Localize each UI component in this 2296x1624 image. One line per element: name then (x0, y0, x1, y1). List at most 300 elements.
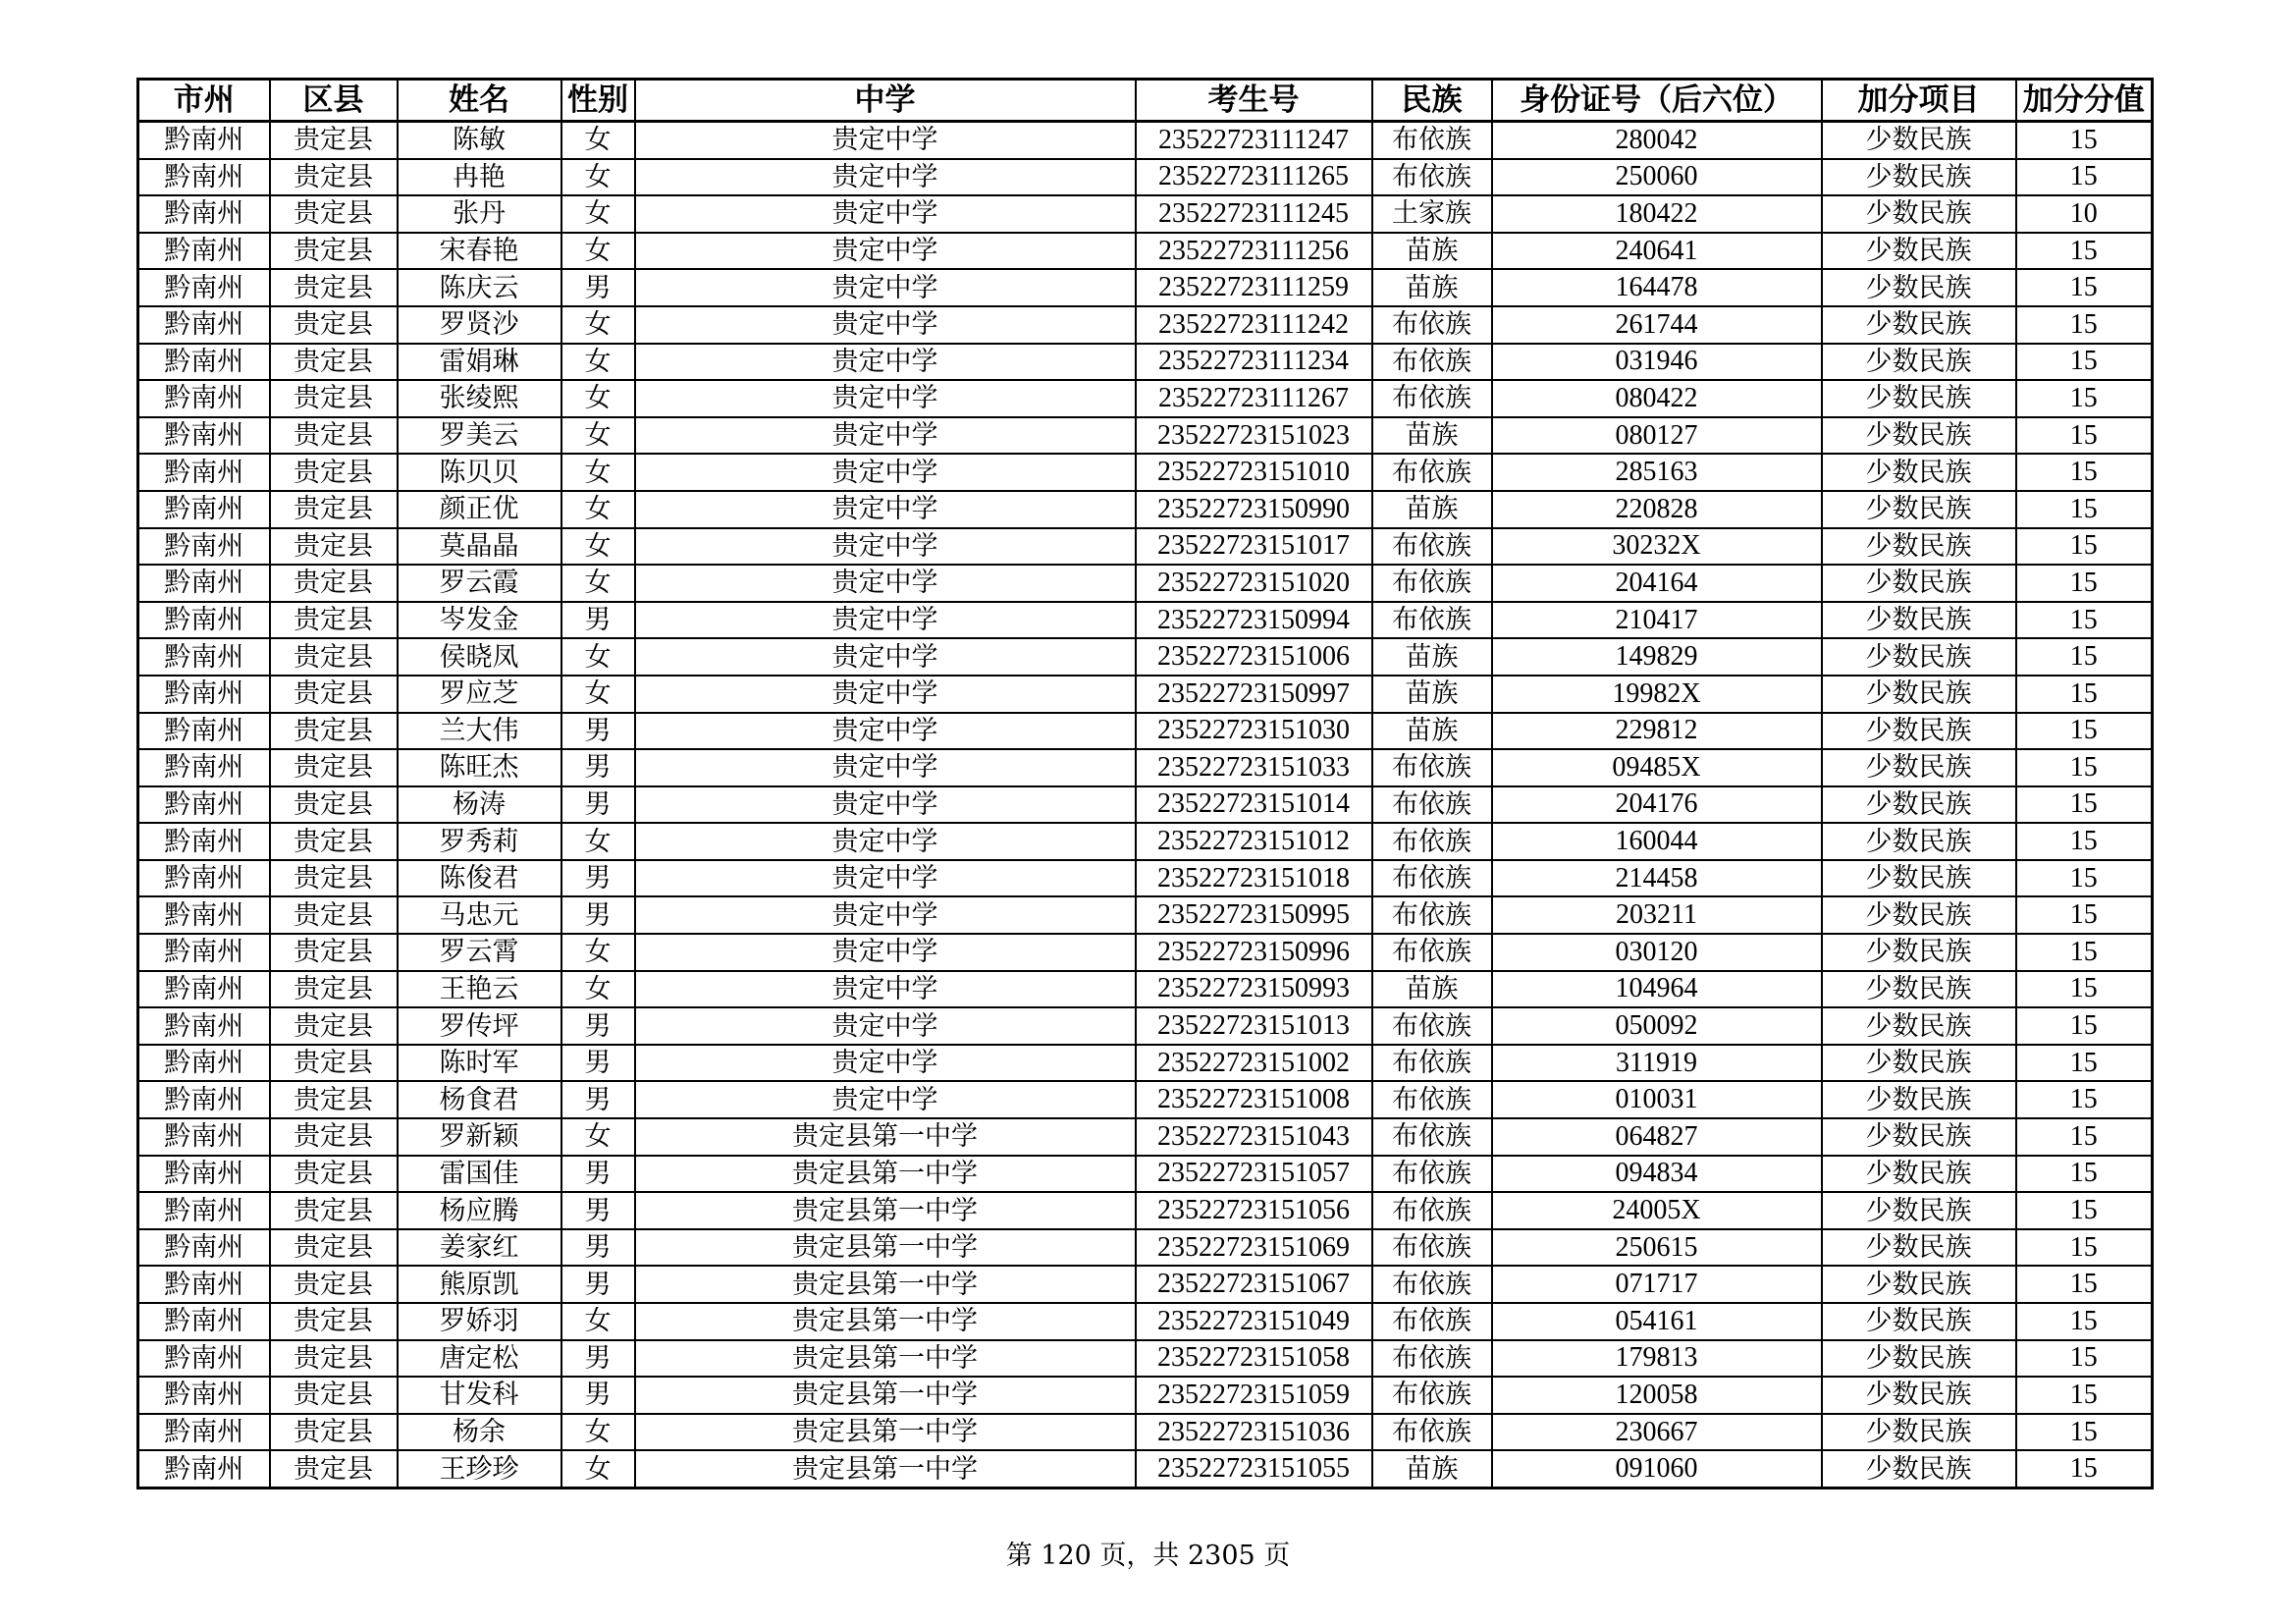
city-cell: 黔南州 (138, 1340, 270, 1378)
bonus-item-cell: 少数民族 (1822, 233, 2016, 270)
city-cell: 黔南州 (138, 1303, 270, 1340)
county-cell: 贵定县 (270, 528, 398, 566)
exam-number-cell: 23522723111242 (1136, 306, 1372, 344)
table-row (138, 638, 2153, 676)
table-row (138, 713, 2153, 750)
table-row (138, 1156, 2153, 1193)
bonus-item-cell: 少数民族 (1822, 344, 2016, 381)
ethnicity-cell: 布依族 (1372, 1414, 1492, 1451)
city-cell: 黔南州 (138, 1414, 270, 1451)
exam-number-cell: 23522723151043 (1136, 1118, 1372, 1156)
bonus-item-cell: 少数民族 (1822, 1414, 2016, 1451)
name-cell: 陈俊君 (398, 860, 561, 897)
city-cell: 黔南州 (138, 454, 270, 491)
gender-cell: 女 (561, 454, 635, 491)
county-cell: 贵定县 (270, 1229, 398, 1267)
ethnicity-cell: 苗族 (1372, 491, 1492, 528)
school-cell: 贵定中学 (635, 159, 1136, 196)
table-row (138, 1414, 2153, 1451)
bonus-value-cell: 15 (2016, 602, 2153, 639)
county-cell: 贵定县 (270, 713, 398, 750)
ethnicity-cell: 布依族 (1372, 454, 1492, 491)
bonus-value-cell: 15 (2016, 233, 2153, 270)
city-cell: 黔南州 (138, 122, 270, 159)
bonus-item-cell: 少数民族 (1822, 1377, 2016, 1414)
city-column-header: 市州 (138, 80, 270, 122)
county-cell: 贵定县 (270, 1450, 398, 1488)
id-suffix-cell: 120058 (1492, 1377, 1822, 1414)
id-suffix-cell: 010031 (1492, 1081, 1822, 1118)
city-cell: 黔南州 (138, 786, 270, 824)
id-suffix-cell: 064827 (1492, 1118, 1822, 1156)
gender-cell: 男 (561, 1081, 635, 1118)
county-cell: 贵定县 (270, 638, 398, 676)
ethnicity-cell: 苗族 (1372, 1450, 1492, 1488)
school-cell: 贵定中学 (635, 1045, 1136, 1082)
school-cell: 贵定中学 (635, 602, 1136, 639)
bonus-value-cell: 15 (2016, 1377, 2153, 1414)
school-cell: 贵定中学 (635, 786, 1136, 824)
gender-cell: 女 (561, 1118, 635, 1156)
table-row (138, 676, 2153, 713)
ethnicity-cell: 布依族 (1372, 1303, 1492, 1340)
county-cell: 贵定县 (270, 896, 398, 934)
id-suffix-cell: 250615 (1492, 1229, 1822, 1267)
ethnicity-cell: 布依族 (1372, 1007, 1492, 1045)
school-cell: 贵定中学 (635, 676, 1136, 713)
county-cell: 贵定县 (270, 269, 398, 306)
ethnicity-cell: 布依族 (1372, 122, 1492, 159)
city-cell: 黔南州 (138, 823, 270, 860)
county-cell: 贵定县 (270, 417, 398, 455)
bonus-item-cell: 少数民族 (1822, 1266, 2016, 1303)
city-cell: 黔南州 (138, 896, 270, 934)
bonus-value-cell: 15 (2016, 1045, 2153, 1082)
city-cell: 黔南州 (138, 491, 270, 528)
bonus-value-cell: 15 (2016, 1266, 2153, 1303)
name-cell: 熊原凯 (398, 1266, 561, 1303)
id-suffix-cell: 179813 (1492, 1340, 1822, 1378)
table-row (138, 1377, 2153, 1414)
city-cell: 黔南州 (138, 306, 270, 344)
bonus-item-cell: 少数民族 (1822, 195, 2016, 233)
bonus-item-cell: 少数民族 (1822, 1450, 2016, 1488)
table-row (138, 1045, 2153, 1082)
gender-cell: 男 (561, 1266, 635, 1303)
exam-number-cell: 23522723151008 (1136, 1081, 1372, 1118)
exam-number-cell: 23522723151036 (1136, 1414, 1372, 1451)
gender-cell: 男 (561, 602, 635, 639)
id-suffix-cell: 050092 (1492, 1007, 1822, 1045)
ethnicity-cell: 布依族 (1372, 1340, 1492, 1378)
bonus-value-cell: 15 (2016, 159, 2153, 196)
county-column-header: 区县 (270, 80, 398, 122)
bonus-value-cell: 15 (2016, 1229, 2153, 1267)
gender-cell: 男 (561, 1007, 635, 1045)
city-cell: 黔南州 (138, 749, 270, 786)
exam-number-cell: 23522723151058 (1136, 1340, 1372, 1378)
ethnicity-cell: 苗族 (1372, 676, 1492, 713)
school-cell: 贵定县第一中学 (635, 1266, 1136, 1303)
school-cell: 贵定县第一中学 (635, 1156, 1136, 1193)
ethnicity-cell: 布依族 (1372, 1118, 1492, 1156)
county-cell: 贵定县 (270, 749, 398, 786)
name-cell: 冉艳 (398, 159, 561, 196)
county-cell: 贵定县 (270, 380, 398, 417)
school-cell: 贵定中学 (635, 233, 1136, 270)
gender-cell: 男 (561, 1377, 635, 1414)
name-cell: 罗应芝 (398, 676, 561, 713)
city-cell: 黔南州 (138, 417, 270, 455)
city-cell: 黔南州 (138, 233, 270, 270)
school-cell: 贵定县第一中学 (635, 1414, 1136, 1451)
header-row (138, 80, 2153, 122)
bonus-value-cell: 15 (2016, 749, 2153, 786)
school-column-header: 中学 (635, 80, 1136, 122)
city-cell: 黔南州 (138, 159, 270, 196)
ethnicity-cell: 苗族 (1372, 417, 1492, 455)
city-cell: 黔南州 (138, 1229, 270, 1267)
table-row (138, 159, 2153, 196)
bonus-value-cell: 15 (2016, 676, 2153, 713)
table-row (138, 602, 2153, 639)
bonus-value-cell: 15 (2016, 491, 2153, 528)
school-cell: 贵定中学 (635, 269, 1136, 306)
city-cell: 黔南州 (138, 1045, 270, 1082)
school-cell: 贵定中学 (635, 528, 1136, 566)
school-cell: 贵定县第一中学 (635, 1229, 1136, 1267)
name-cell: 王珍珍 (398, 1450, 561, 1488)
ethnicity-cell: 布依族 (1372, 823, 1492, 860)
table-row (138, 786, 2153, 824)
bonus-item-cell: 少数民族 (1822, 860, 2016, 897)
bonus-value-cell: 15 (2016, 1414, 2153, 1451)
school-cell: 贵定县第一中学 (635, 1340, 1136, 1378)
bonus-value-cell: 15 (2016, 786, 2153, 824)
table-row (138, 860, 2153, 897)
bonus-item-cell: 少数民族 (1822, 602, 2016, 639)
bonus-item-cell: 少数民族 (1822, 934, 2016, 971)
name-cell: 罗娇羽 (398, 1303, 561, 1340)
bonus-value-cell: 15 (2016, 417, 2153, 455)
id-suffix-cell: 091060 (1492, 1450, 1822, 1488)
bonus-value-cell: 15 (2016, 934, 2153, 971)
table-row (138, 1192, 2153, 1229)
id-suffix-cell: 160044 (1492, 823, 1822, 860)
school-cell: 贵定中学 (635, 971, 1136, 1008)
school-cell: 贵定中学 (635, 638, 1136, 676)
name-cell: 侯晓凤 (398, 638, 561, 676)
county-cell: 贵定县 (270, 823, 398, 860)
exam-number-cell: 23522723150995 (1136, 896, 1372, 934)
ethnicity-cell: 布依族 (1372, 896, 1492, 934)
county-cell: 贵定县 (270, 1377, 398, 1414)
id-suffix-cell: 031946 (1492, 344, 1822, 381)
gender-cell: 男 (561, 1045, 635, 1082)
table-row (138, 195, 2153, 233)
exam-number-cell: 23522723151002 (1136, 1045, 1372, 1082)
id-suffix-cell: 214458 (1492, 860, 1822, 897)
gender-cell: 女 (561, 1450, 635, 1488)
table-row (138, 528, 2153, 566)
name-cell: 杨余 (398, 1414, 561, 1451)
table-row (138, 1229, 2153, 1267)
school-cell: 贵定中学 (635, 491, 1136, 528)
bonus-item-cell: 少数民族 (1822, 1007, 2016, 1045)
table-row (138, 344, 2153, 381)
exam-number-cell: 23522723151014 (1136, 786, 1372, 824)
bonus-item-cell: 少数民族 (1822, 122, 2016, 159)
gender-cell: 男 (561, 1156, 635, 1193)
exam-number-cell: 23522723111245 (1136, 195, 1372, 233)
id-suffix-cell: 240641 (1492, 233, 1822, 270)
exam-number-cell: 23522723151013 (1136, 1007, 1372, 1045)
bonus-item-cell: 少数民族 (1822, 565, 2016, 602)
name-cell: 兰大伟 (398, 713, 561, 750)
exam-number-cell: 23522723151059 (1136, 1377, 1372, 1414)
bonus-item-cell: 少数民族 (1822, 749, 2016, 786)
id-suffix-cell: 09485X (1492, 749, 1822, 786)
exam-number-cell: 23522723150997 (1136, 676, 1372, 713)
name-cell: 陈敏 (398, 122, 561, 159)
exam-number-column-header: 考生号 (1136, 80, 1372, 122)
ethnicity-cell: 布依族 (1372, 159, 1492, 196)
gender-cell: 女 (561, 1303, 635, 1340)
ethnicity-cell: 苗族 (1372, 713, 1492, 750)
city-cell: 黔南州 (138, 1266, 270, 1303)
county-cell: 贵定县 (270, 1414, 398, 1451)
bonus-item-cell: 少数民族 (1822, 896, 2016, 934)
county-cell: 贵定县 (270, 860, 398, 897)
city-cell: 黔南州 (138, 1192, 270, 1229)
school-cell: 贵定县第一中学 (635, 1118, 1136, 1156)
name-cell: 杨食君 (398, 1081, 561, 1118)
ethnicity-column-header: 民族 (1372, 80, 1492, 122)
bonus-item-cell: 少数民族 (1822, 1192, 2016, 1229)
exam-number-cell: 23522723111259 (1136, 269, 1372, 306)
exam-number-cell: 23522723111265 (1136, 159, 1372, 196)
bonus-item-cell: 少数民族 (1822, 786, 2016, 824)
gender-cell: 女 (561, 233, 635, 270)
bonus-item-cell: 少数民族 (1822, 1229, 2016, 1267)
school-cell: 贵定中学 (635, 195, 1136, 233)
id-suffix-column-header: 身份证号（后六位） (1492, 80, 1822, 122)
id-suffix-cell: 250060 (1492, 159, 1822, 196)
exam-number-cell: 23522723151006 (1136, 638, 1372, 676)
name-cell: 唐定松 (398, 1340, 561, 1378)
name-cell: 陈贝贝 (398, 454, 561, 491)
gender-cell: 女 (561, 195, 635, 233)
table-row (138, 896, 2153, 934)
school-cell: 贵定县第一中学 (635, 1192, 1136, 1229)
school-cell: 贵定中学 (635, 823, 1136, 860)
name-cell: 王艳云 (398, 971, 561, 1008)
exam-number-cell: 23522723151057 (1136, 1156, 1372, 1193)
id-suffix-cell: 071717 (1492, 1266, 1822, 1303)
county-cell: 贵定县 (270, 565, 398, 602)
exam-number-cell: 23522723111256 (1136, 233, 1372, 270)
gender-cell: 女 (561, 417, 635, 455)
table-row (138, 454, 2153, 491)
school-cell: 贵定中学 (635, 344, 1136, 381)
school-cell: 贵定中学 (635, 713, 1136, 750)
exam-number-cell: 23522723150993 (1136, 971, 1372, 1008)
ethnicity-cell: 布依族 (1372, 306, 1492, 344)
ethnicity-cell: 布依族 (1372, 380, 1492, 417)
table-row (138, 1007, 2153, 1045)
city-cell: 黔南州 (138, 1377, 270, 1414)
bonus-item-cell: 少数民族 (1822, 971, 2016, 1008)
ethnicity-cell: 布依族 (1372, 1229, 1492, 1267)
bonus-value-cell: 10 (2016, 195, 2153, 233)
ethnicity-cell: 布依族 (1372, 1081, 1492, 1118)
gender-cell: 男 (561, 1340, 635, 1378)
bonus-value-cell: 15 (2016, 1007, 2153, 1045)
gender-cell: 女 (561, 638, 635, 676)
gender-cell: 女 (561, 306, 635, 344)
bonus-item-cell: 少数民族 (1822, 159, 2016, 196)
table-row (138, 269, 2153, 306)
table-row (138, 1303, 2153, 1340)
school-cell: 贵定中学 (635, 380, 1136, 417)
bonus-value-cell: 15 (2016, 1303, 2153, 1340)
gender-cell: 女 (561, 823, 635, 860)
bonus-value-cell: 15 (2016, 344, 2153, 381)
county-cell: 贵定县 (270, 195, 398, 233)
name-cell: 雷国佳 (398, 1156, 561, 1193)
id-suffix-cell: 080422 (1492, 380, 1822, 417)
exam-number-cell: 23522723111247 (1136, 122, 1372, 159)
id-suffix-cell: 210417 (1492, 602, 1822, 639)
county-cell: 贵定县 (270, 1118, 398, 1156)
bonus-item-cell: 少数民族 (1822, 1081, 2016, 1118)
name-cell: 罗秀莉 (398, 823, 561, 860)
bonus-value-cell: 15 (2016, 823, 2153, 860)
id-suffix-cell: 149829 (1492, 638, 1822, 676)
name-cell: 罗云霞 (398, 565, 561, 602)
name-cell: 杨应腾 (398, 1192, 561, 1229)
county-cell: 贵定县 (270, 1007, 398, 1045)
table-row (138, 1081, 2153, 1118)
gender-cell: 女 (561, 1414, 635, 1451)
city-cell: 黔南州 (138, 713, 270, 750)
table-row (138, 749, 2153, 786)
city-cell: 黔南州 (138, 638, 270, 676)
table-row (138, 380, 2153, 417)
gender-cell: 女 (561, 344, 635, 381)
id-suffix-cell: 204164 (1492, 565, 1822, 602)
table-row (138, 971, 2153, 1008)
bonus-item-cell: 少数民族 (1822, 491, 2016, 528)
county-cell: 贵定县 (270, 1303, 398, 1340)
name-cell: 岑发金 (398, 602, 561, 639)
city-cell: 黔南州 (138, 934, 270, 971)
exam-number-cell: 23522723150994 (1136, 602, 1372, 639)
gender-cell: 女 (561, 676, 635, 713)
bonus-value-cell: 15 (2016, 638, 2153, 676)
gender-cell: 女 (561, 380, 635, 417)
bonus-value-cell: 15 (2016, 454, 2153, 491)
table-row (138, 1340, 2153, 1378)
city-cell: 黔南州 (138, 602, 270, 639)
ethnicity-cell: 布依族 (1372, 1156, 1492, 1193)
id-suffix-cell: 054161 (1492, 1303, 1822, 1340)
id-suffix-cell: 094834 (1492, 1156, 1822, 1193)
table-row (138, 934, 2153, 971)
exam-number-cell: 23522723151010 (1136, 454, 1372, 491)
bonus-value-cell: 15 (2016, 1192, 2153, 1229)
gender-cell: 男 (561, 896, 635, 934)
city-cell: 黔南州 (138, 971, 270, 1008)
gender-cell: 女 (561, 934, 635, 971)
bonus-item-cell: 少数民族 (1822, 380, 2016, 417)
gender-cell: 女 (561, 528, 635, 566)
bonus-value-cell: 15 (2016, 1118, 2153, 1156)
exam-number-cell: 23522723151012 (1136, 823, 1372, 860)
table-row (138, 565, 2153, 602)
id-suffix-cell: 204176 (1492, 786, 1822, 824)
county-cell: 贵定县 (270, 454, 398, 491)
county-cell: 贵定县 (270, 159, 398, 196)
exam-number-cell: 23522723151067 (1136, 1266, 1372, 1303)
name-cell: 罗美云 (398, 417, 561, 455)
bonus-value-cell: 15 (2016, 380, 2153, 417)
ethnicity-cell: 布依族 (1372, 1266, 1492, 1303)
name-cell: 张绫熙 (398, 380, 561, 417)
city-cell: 黔南州 (138, 1007, 270, 1045)
bonus-item-cell: 少数民族 (1822, 269, 2016, 306)
exam-number-cell: 23522723151023 (1136, 417, 1372, 455)
school-cell: 贵定中学 (635, 454, 1136, 491)
ethnicity-cell: 布依族 (1372, 860, 1492, 897)
name-cell: 罗贤沙 (398, 306, 561, 344)
table-row (138, 823, 2153, 860)
name-cell: 陈旺杰 (398, 749, 561, 786)
exam-number-cell: 23522723111234 (1136, 344, 1372, 381)
name-cell: 罗云霄 (398, 934, 561, 971)
county-cell: 贵定县 (270, 1192, 398, 1229)
table-row (138, 233, 2153, 270)
gender-cell: 女 (561, 491, 635, 528)
bonus-value-cell: 15 (2016, 860, 2153, 897)
school-cell: 贵定中学 (635, 306, 1136, 344)
gender-cell: 男 (561, 786, 635, 824)
bonus-item-cell: 少数民族 (1822, 528, 2016, 566)
ethnicity-cell: 布依族 (1372, 565, 1492, 602)
exam-number-cell: 23522723151017 (1136, 528, 1372, 566)
county-cell: 贵定县 (270, 233, 398, 270)
ethnicity-cell: 苗族 (1372, 638, 1492, 676)
bonus-item-cell: 少数民族 (1822, 1303, 2016, 1340)
bonus-value-cell: 15 (2016, 306, 2153, 344)
county-cell: 贵定县 (270, 786, 398, 824)
city-cell: 黔南州 (138, 1450, 270, 1488)
city-cell: 黔南州 (138, 195, 270, 233)
gender-column-header: 性别 (561, 80, 635, 122)
school-cell: 贵定中学 (635, 934, 1136, 971)
county-cell: 贵定县 (270, 306, 398, 344)
county-cell: 贵定县 (270, 1081, 398, 1118)
bonus-value-cell: 15 (2016, 1156, 2153, 1193)
city-cell: 黔南州 (138, 528, 270, 566)
id-suffix-cell: 24005X (1492, 1192, 1822, 1229)
id-suffix-cell: 104964 (1492, 971, 1822, 1008)
table-body (138, 122, 2153, 1489)
exam-number-cell: 23522723151056 (1136, 1192, 1372, 1229)
school-cell: 贵定中学 (635, 749, 1136, 786)
school-cell: 贵定中学 (635, 122, 1136, 159)
bonus-item-cell: 少数民族 (1822, 306, 2016, 344)
